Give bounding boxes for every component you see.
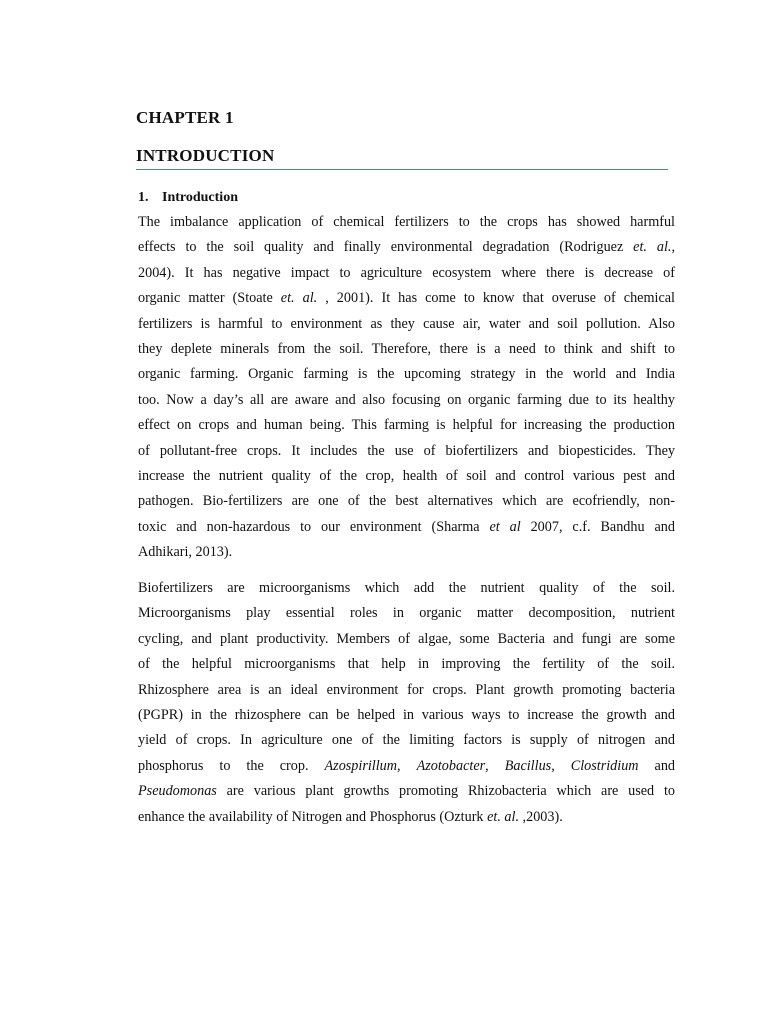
- text-line: Biofertilizers are microorganisms which add the nutrient quality of the soil.: [138, 580, 675, 596]
- text-line: increase the nutrient quality of the crop, health of soil and control various pest and: [138, 468, 675, 485]
- section-heading: [138, 190, 238, 206]
- paragraph-1: [138, 210, 675, 566]
- chapter-title: INTRODUCTION: [136, 146, 275, 165]
- text-line: Microorganisms play essential roles in organic matter decomposition, nutrient: [138, 605, 675, 622]
- text-line: yield of crops. In agriculture one of the limiting factors is supply of nitrogen and: [138, 732, 675, 749]
- italic-term: et al: [489, 518, 521, 535]
- text-line: Adhikari, 2013).: [138, 544, 233, 561]
- italic-term: Bacillus: [504, 757, 552, 774]
- paragraph-2: [138, 576, 675, 830]
- italic-term: Pseudomonas: [138, 783, 217, 800]
- text-line: of the helpful microorganisms that help in improving the fertility of the soil.: [138, 656, 675, 673]
- section-title: Introduction: [162, 190, 238, 205]
- text-line: The imbalance application of chemical fertilizers to the crops has showed harmful: [138, 214, 675, 230]
- text-line: 2004). It has negative impact to agriculture ecosystem where there is decrease of: [138, 264, 675, 281]
- section-number: 1.: [138, 190, 149, 205]
- italic-term: Azospirillum: [324, 757, 398, 774]
- text-line: toxic and non-hazardous to our environment (Sharma et al 2007, c.f. Bandhu and: [138, 518, 675, 535]
- italic-term: et. al.: [280, 290, 318, 307]
- italic-term: Azotobacter: [416, 757, 486, 774]
- text-line: organic farming. Organic farming is the upcoming strategy in the world and India: [138, 366, 675, 383]
- title-underline-rule: [136, 169, 668, 170]
- text-line: (PGPR) in the rhizosphere can be helped in various ways to increase the growth and: [138, 707, 675, 724]
- text-line: phosphorus to the crop. Azospirillum, Azotobacter, Bacillus, Clostridium and: [138, 757, 675, 774]
- text-line: enhance the availability of Nitrogen and Phosphorus (Ozturk et. al. ,2003).: [138, 808, 563, 825]
- text-line: pathogen. Bio-fertilizers are one of the best alternatives which are ecofriendly, non-: [138, 493, 675, 510]
- chapter-label: CHAPTER 1: [136, 108, 234, 127]
- text-line: effects to the soil quality and finally environmental degradation (Rodriguez et. al.,: [138, 239, 675, 256]
- text-line: too. Now a day’s all are aware and also focusing on organic farming due to its healthy: [138, 391, 675, 408]
- text-line: organic matter (Stoate et. al. , 2001). It has come to know that overuse of chemical: [138, 290, 675, 307]
- text-line: Rhizosphere area is an ideal environment for crops. Plant growth promoting bacteria: [138, 681, 675, 698]
- text-line: effect on crops and human being. This farming is helpful for increasing the production: [138, 417, 675, 434]
- text-line: Pseudomonas are various plant growths promoting Rhizobacteria which are used to: [138, 783, 675, 800]
- italic-term: Clostridium: [570, 757, 639, 774]
- italic-term: et. al.: [487, 808, 519, 825]
- text-line: fertilizers is harmful to environment as they cause air, water and soil pollution. Also: [138, 315, 675, 332]
- text-line: cycling, and plant productivity. Members of algae, some Bacteria and fungi are some: [138, 630, 675, 647]
- italic-term: et. al.: [633, 239, 672, 256]
- text-line: they deplete minerals from the soil. Therefore, there is a need to think and shift to: [138, 341, 675, 358]
- text-line: of pollutant-free crops. It includes the use of biofertilizers and biopesticides. They: [138, 442, 675, 459]
